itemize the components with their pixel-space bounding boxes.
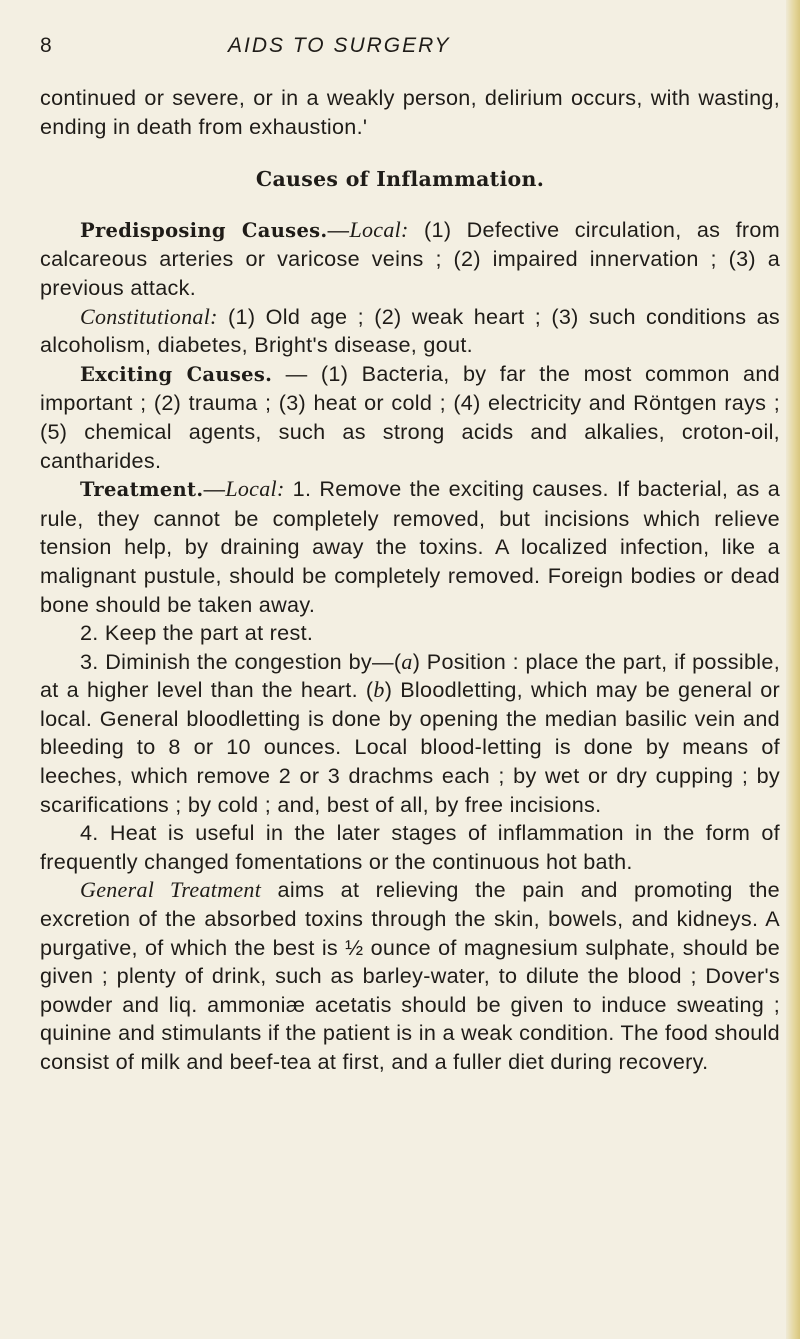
treatment-item-3 — [40, 648, 780, 820]
section-heading: Causes of Inflammation. — [255, 167, 545, 192]
intro-paragraph: continued or severe, or in a weakly person, delirium occurs, with wasting, ending in death from exhaustion.' — [40, 85, 780, 139]
treatment-paragraph — [40, 475, 780, 619]
page-number: 8 — [40, 34, 52, 57]
predisposing-paragraph — [40, 216, 780, 303]
exciting-text: — (1) Bacteria, by far the most common and important ; (2) trauma ; (3) heat or cold ; (4) electricity and Röntgen rays ; (5) chemical agents, such as strong acids and alkalies, croton-oil, cantharides. — [40, 360, 780, 473]
book-page — [40, 0, 780, 1077]
treatment-dash: — — [203, 476, 226, 502]
treatment-label: Treatment. — [80, 478, 204, 502]
treatment-item-2: 2. Keep the part at rest. — [80, 620, 314, 646]
item3-post: ) Bloodletting, which may be general or local. General bloodletting is done by opening the median basilic vein and bleeding to 8 or 10 ounces. Local blood-letting is done by means of leeches, which remove 2 or 3 drachms each ; by wet or dry cupping ; by scarifications ; by cold ; and, best of all, by free incisions. — [40, 677, 780, 817]
general-treatment-label: General Treatment — [80, 877, 262, 903]
item3-a: a — [401, 648, 413, 674]
exciting-paragraph — [40, 360, 780, 475]
exciting-label: Exciting Causes. — [80, 362, 273, 386]
predisposing-label: Predisposing Causes. — [80, 218, 328, 242]
page-edge — [786, 0, 800, 1339]
running-head — [40, 0, 780, 62]
body-text — [40, 84, 780, 1077]
item3-mid: ) Position : place the part, if possible, at a higher level than the heart. ( — [40, 648, 780, 703]
treatment-item-1: 1. Remove the exciting causes. If bacterial, as a rule, they cannot be completely removed, but incisions which relieve tension help, by draining away the toxins. A localized infection, like a malignant pustule, should be completely removed. Foreign bodies or dead bone should be taken away. — [40, 476, 780, 617]
treatment-item-4: 4. Heat is useful in the later stages of inflammation in the form of frequently changed fomentations or the continuous hot bath. — [40, 820, 780, 874]
predisposing-local-text: (1) Defective circulation, as from calcareous arteries or varicose veins ; (2) impaired innervation ; (3) a previous attack. — [40, 216, 781, 300]
item3-b: b — [373, 677, 385, 703]
predisposing-local-label: Local: — [349, 216, 409, 242]
predisposing-dash: — — [327, 216, 350, 242]
treatment-local-label: Local: — [225, 476, 285, 502]
constitutional-paragraph — [40, 303, 780, 360]
constitutional-text: (1) Old age ; (2) weak heart ; (3) such conditions as alcoholism, diabetes, Bright's disease, gout. — [40, 303, 780, 358]
running-title: AIDS TO SURGERY — [228, 34, 451, 57]
constitutional-label: Constitutional: — [80, 303, 218, 329]
general-treatment-text: aims at relieving the pain and promoting the excretion of the absorbed toxins through the skin, bowels, and kidneys. A purgative, of which the best is ½ ounce of magnesium sulphate, should be given ; plenty of drink, such as barley-water, to dilute the blood ; Dover's powder and liq. ammoniæ acetatis should be given to induce sweating ; quinine and stimulants if the patient is in a weak condition. The food should consist of milk and beef-tea at first, and a fuller diet during recovery. — [40, 877, 780, 1074]
item3-pre: 3. Diminish the congestion by—( — [80, 648, 402, 674]
general-treatment-paragraph — [40, 876, 780, 1076]
